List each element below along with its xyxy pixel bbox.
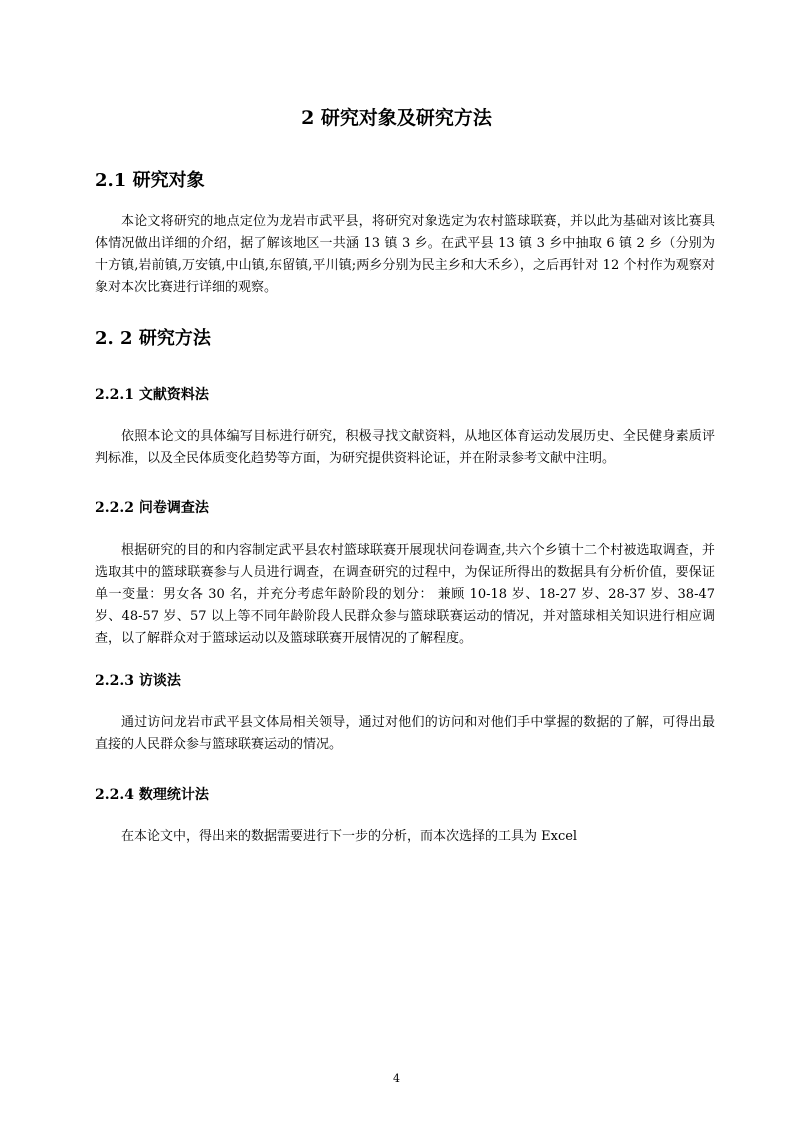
- section-heading-research-object: 2.1 研究对象: [95, 170, 205, 191]
- chapter-title: 2 研究对象及研究方法: [301, 107, 492, 129]
- page-number: 4: [393, 1072, 400, 1085]
- paragraph-literature: 依照本论文的具体编写目标进行研究，积极寻找文献资料，从地区体育运动发展历史、全民健身素质评判标准，以及全民体质变化趋势等方面，为研究提供资料论证，并在附录参考文献中注明。: [95, 429, 715, 466]
- subsection-heading-statistics: 2.2.4 数理统计法: [95, 787, 209, 803]
- subsection-heading-interview: 2.2.3 访谈法: [95, 673, 181, 689]
- paragraph-questionnaire: 根据研究的目的和内容制定武平县农村篮球联赛开展现状问卷调查,共六个乡镇十二个村被选取调查，并选取其中的篮球联赛参与人员进行调查，在调查研究的过程中，为保证所得出的数据具有分析价值，要保证单一变量：男女各 30 名，并充分考虑年龄阶段的划分： 兼顾 10-18 岁、18-27 岁、28-37 岁、38-47 岁、48-57 岁、57 以上等不同年龄阶段人民群众参与篮球联赛运动的情况，并对篮球相关知识进行相应调查，以了解群众对于篮球运动以及篮球联赛开展情况的了解程度。: [95, 543, 715, 646]
- subsection-heading-questionnaire: 2.2.2 问卷调查法: [95, 500, 209, 516]
- subsection-heading-literature: 2.2.1 文献资料法: [95, 387, 209, 403]
- paragraph-statistics: 在本论文中，得出来的数据需要进行下一步的分析，而本次选择的工具为 Excel: [121, 829, 578, 844]
- paragraph-interview: 通过访问龙岩市武平县文体局相关领导，通过对他们的访问和对他们手中掌握的数据的了解，可得出最直接的人民群众参与篮球联赛运动的情况。: [95, 715, 715, 752]
- section-heading-research-methods: 2. 2 研究方法: [95, 328, 211, 349]
- paragraph-research-object: 本论文将研究的地点定位为龙岩市武平县，将研究对象选定为农村篮球联赛，并以此为基础对该比赛具体情况做出详细的介绍，据了解该地区一共涵 13 镇 3 乡。在武平县 13 镇 3 乡中抽取 6 镇 2 乡（分别为十方镇,岩前镇,万安镇,中山镇,东留镇,平川镇;两乡分别为民主乡和大禾乡），之后再针对 12 个村作为观察对象对本次比赛进行详细的观察。: [95, 214, 715, 295]
